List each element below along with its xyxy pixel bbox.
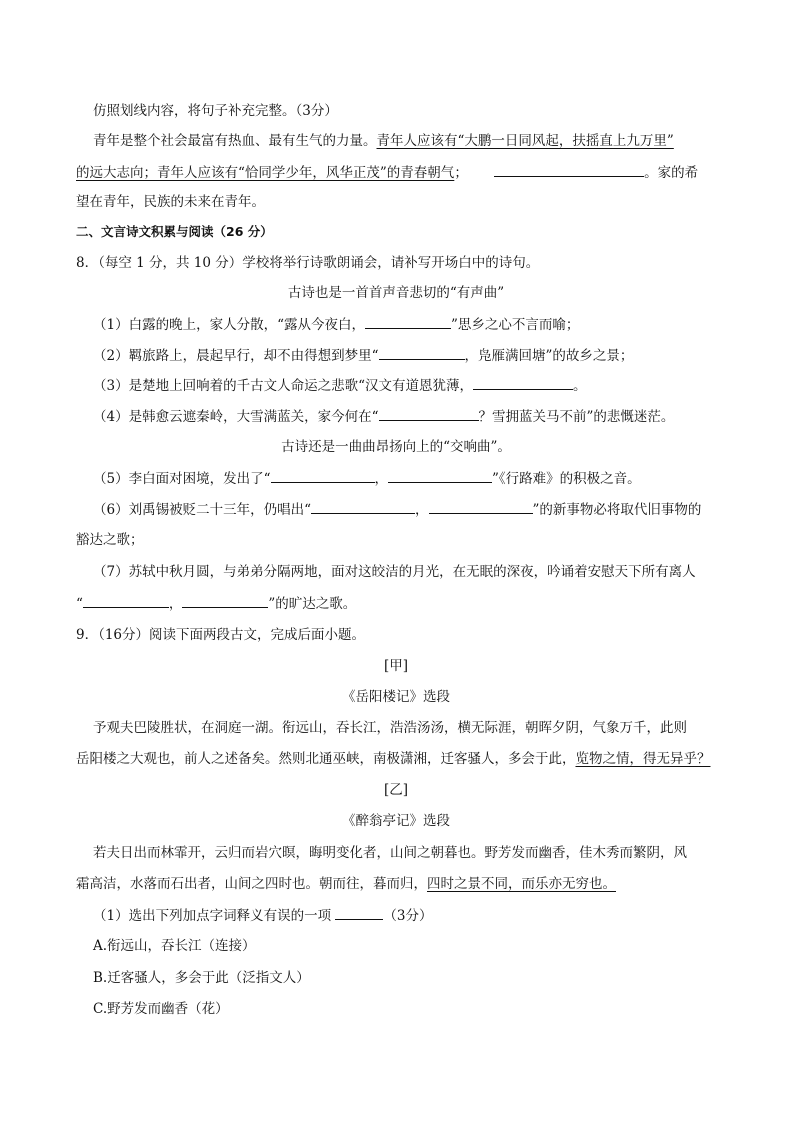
q8-blank-6b[interactable]: [429, 499, 533, 514]
q8-item6-text-end: ”的新事物必将取代旧事物的: [532, 502, 702, 518]
section2-title: 二、文言诗文积累与阅读（26 分）: [76, 224, 273, 239]
q9-option-c: C.野芳发而幽香（花）: [93, 1001, 229, 1017]
q9-sub1: [93, 905, 432, 926]
q8-item5-text: （5）李白面对困境，发出了“: [93, 471, 271, 487]
q8-item7-quote: “: [76, 596, 83, 612]
passage-yi-line1: 若夫日出而林霏开，云归而岩穴暝，晦明变化者，山间之朝暮也。野芳发而幽香，佳木秀而繁阴，风: [93, 845, 687, 861]
q8-item1-text-end: ”思乡之心不言而喻；: [451, 317, 580, 333]
q7-line3: 望在青年，民族的未来在青年。: [76, 194, 265, 210]
q8-item5-text-end: ”《行路难》的积极之音。: [492, 471, 641, 487]
q8-blank-2[interactable]: [379, 345, 465, 360]
q8-item4-text-end: ？雪拥蓝关马不前”的悲慨迷茫。: [478, 409, 675, 425]
q9-intro: 9．（16分）阅读下面两段古文，完成后面小题。: [76, 627, 366, 643]
q8-item2-text-end: ，凫雁满回塘”的故乡之景；: [464, 348, 634, 364]
q8-item6-cont: 豁达之歌；: [76, 532, 144, 548]
passage-jia-label: [甲]: [383, 658, 409, 674]
q8-blank-7b[interactable]: [182, 593, 268, 608]
q9-sub1-answer-blank[interactable]: [335, 905, 383, 920]
q8-item2-text: （2）羁旅路上，晨起早行，却不由得想到梦里“: [93, 348, 379, 364]
q8-item3-text: （3）是楚地上回响着的千古文人命运之悲歌“汉文有道恩犹薄，: [93, 378, 473, 394]
q7-line1: [93, 131, 674, 151]
q7-instruction: 仿照划线内容，将句子补充完整。（3分）: [93, 103, 338, 119]
q7-semicolon: ；: [454, 165, 468, 181]
q8-item1-text: （1）白露的晚上，家人分散，“露从今夜白，: [93, 317, 365, 333]
q8-item7-comma: ，: [168, 596, 183, 612]
q8-item6: [93, 499, 701, 520]
passage-yi-line2: [76, 874, 616, 894]
q8-item1: [93, 314, 579, 335]
q8-item7-cont: [76, 593, 356, 614]
passage-jia-title: 《岳阳楼记》选段: [342, 689, 450, 705]
q8-blank-5a[interactable]: [271, 468, 375, 483]
passage-yi-underlined: 四时之景不同，而乐亦无穷也。: [427, 876, 616, 892]
q8-item6-comma: ，: [415, 502, 429, 518]
passage-yi-label: [乙]: [383, 782, 409, 798]
passage-yi-text: 霜高洁，水落而石出者，山间之四时也。朝而往，暮而归，: [76, 876, 427, 892]
q9-sub1-text: （1）选出下列加点字词释义有误的一项: [93, 908, 332, 924]
passage-jia-text: 岳阳楼之大观也，前人之述备矣。然则北通巫峡，南极潇湘，迁客骚人，多会于此，: [76, 751, 576, 767]
q8-intro: 8．（每空 1 分，共 10 分）学校将举行诗歌朗诵会，请补写开场白中的诗句。: [76, 255, 540, 271]
q9-option-a: A.衔远山，吞长江（连接）: [93, 938, 256, 954]
passage-yi-title: 《醉翁亭记》选段: [342, 813, 450, 829]
q8-blank-5b[interactable]: [388, 468, 492, 483]
q8-blank-7a[interactable]: [83, 593, 169, 608]
q8-item5: [93, 468, 641, 489]
q7-line2: [76, 162, 698, 183]
q9-option-b: B.迁客骚人，多会于此（泛指文人）: [93, 970, 310, 986]
q8-item7-text-end: ”的旷达之歌。: [268, 596, 357, 612]
q8-item7: （7）苏轼中秋月圆，与弟弟分隔两地，面对这皎洁的月光，在无眠的深夜，吟诵着安慰天下所有离人: [93, 564, 696, 580]
q8-item3-text-end: 。: [573, 378, 587, 394]
passage-jia-line1: 予观夫巴陵胜状，在洞庭一湖。衔远山，吞长江，浩浩汤汤，横无际涯，朝晖夕阴，气象万千，此则: [93, 720, 687, 736]
q8-item2: [93, 345, 633, 366]
q8-item6-text: （6）刘禹锡被贬二十三年，仍唱出“: [93, 502, 311, 518]
q8-item3: [93, 375, 587, 396]
passage-jia-underlined: 览物之情，得无异乎？: [575, 751, 711, 767]
q8-item4-text: （4）是韩愈云遮秦岭，大雪满蓝关，家今何在“: [93, 409, 379, 425]
q8-heading1: 古诗也是一首首声音悲切的“有声曲”: [287, 285, 505, 301]
q7-underlined-text: 青年人应该有“大鹏一日同风起，扶摇直上九万里”: [376, 133, 674, 149]
q8-blank-1[interactable]: [365, 314, 451, 329]
passage-jia-line2: [76, 749, 711, 769]
q8-blank-6a[interactable]: [311, 499, 415, 514]
q8-heading2: 古诗还是一曲曲昂扬向上的“交响曲”。: [281, 439, 511, 455]
q7-answer-blank[interactable]: [494, 162, 644, 177]
q7-text-end: 。家的希: [644, 165, 699, 181]
q8-item5-comma: ，: [374, 471, 388, 487]
q7-underlined-text-2: 的远大志向；青年人应该有“恰同学少年，风华正茂”的青春朝气: [76, 165, 455, 181]
q7-text: 青年是整个社会最富有热血、最有生气的力量。: [93, 133, 377, 149]
q9-sub1-score: （3分）: [383, 908, 433, 924]
q8-blank-3[interactable]: [473, 375, 573, 390]
q8-blank-4[interactable]: [379, 406, 479, 421]
q8-item4: [93, 406, 674, 427]
